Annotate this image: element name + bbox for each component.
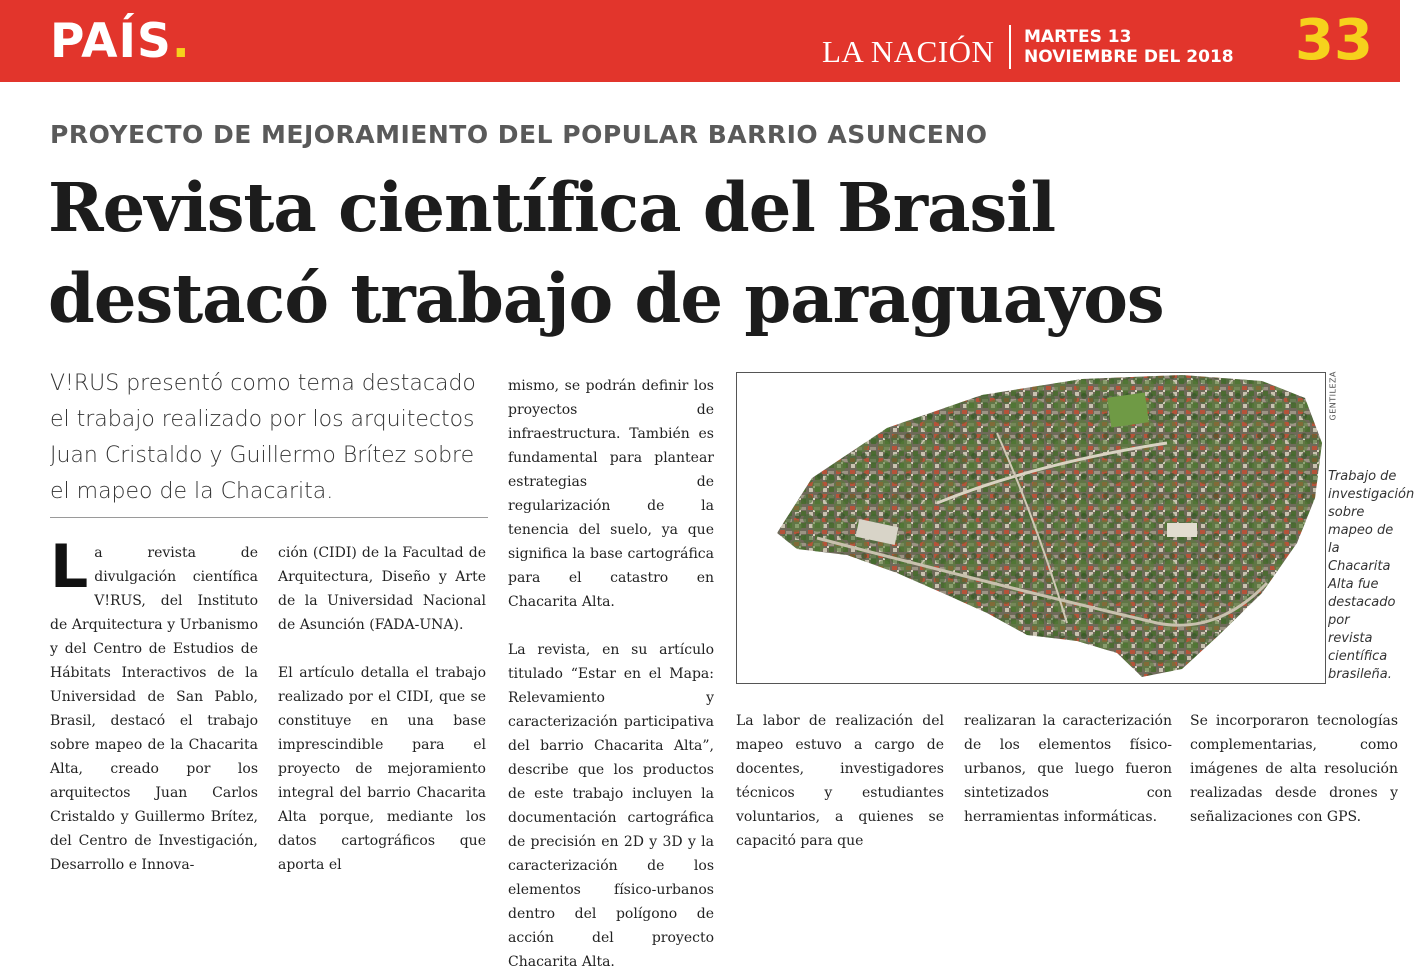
body-paragraph: mismo, se podrán definir los proyectos de infraestructura. También es fundamental para plantear estrategias de regularización de la tenencia del suelo, ya que significa la base cartográfica para el catastro en Chacarita Alta.: [508, 378, 714, 610]
aerial-map-image: [737, 373, 1325, 683]
body-paragraph: El artículo detalla el trabajo realizado por el CIDI, que se constituye en una base imprescindible para el proyecto de mejoramiento integral del barrio Chacarita Alta porque, mediante los datos cartográficos que aporta el: [278, 665, 486, 873]
body-column-6: [1190, 709, 1398, 829]
body-paragraph: realizaran la caracterización de los elementos físico-urbanos, que luego fueron sintetizados con herramientas informáticas.: [964, 713, 1172, 825]
headline-line-2: destacó trabajo de paraguayos: [48, 259, 1164, 338]
issue-date-day: MARTES 13: [1024, 27, 1132, 47]
page-number: 33: [1295, 8, 1373, 73]
headline-line-1: Revista científica del Brasil: [48, 168, 1056, 247]
body-paragraph: Se incorporaron tecnologías complementarias, como imágenes de alta resolución realizadas desde drones y señalizaciones con GPS.: [1190, 713, 1398, 825]
aerial-map-photo: [736, 372, 1326, 684]
body-column-3: [508, 374, 714, 974]
photo-credit-text: GENTILEZA: [1328, 371, 1338, 421]
section-dot: .: [171, 14, 191, 69]
body-column-5: [964, 709, 1172, 829]
body-paragraph: La labor de realización del mapeo estuvo a cargo de docentes, investigadores técnicos y estudiantes voluntarios, a quienes se capacitó para que: [736, 713, 944, 849]
photo-credit: [1326, 371, 1340, 423]
photo-caption: Trabajo de investigación sobre mapeo de la Chacarita Alta fue destacado por revista científica brasileña.: [1328, 469, 1414, 682]
newspaper-masthead: LA NACIÓN: [822, 34, 995, 69]
article-kicker: PROYECTO DE MEJORAMIENTO DEL POPULAR BARRIO ASUNCENO: [50, 120, 988, 149]
deck-divider: [50, 517, 488, 518]
section-name: [50, 12, 191, 72]
section-header-bar: [0, 0, 1400, 82]
body-column-1: [50, 532, 258, 877]
section-label: PAÍS: [50, 14, 172, 69]
body-paragraph: ción (CIDI) de la Facultad de Arquitectura, Diseño y Arte de la Universidad Nacional de Asunción (FADA-UNA).: [278, 545, 486, 633]
article-deck: V!RUS presentó como tema destacado el trabajo realizado por los arquitectos Juan Cristaldo y Guillermo Brítez sobre el mapeo de la Chacarita.: [50, 371, 476, 504]
article-headline: [48, 162, 1348, 344]
masthead-divider: [1009, 25, 1011, 69]
body-column-4: [736, 709, 944, 853]
issue-date: [1024, 27, 1234, 67]
body-column-2: [278, 541, 486, 877]
body-paragraph: La revista, en su artículo titulado “Estar en el Mapa: Relevamiento y caracterización participativa del barrio Chacarita Alta”, describe que los productos de este trabajo incluyen la documentación cartográfica de precisión en 2D y 3D y la caracterización de los elementos físico-urbanos dentro del polígono de acción del proyecto Chacarita Alta.: [508, 642, 714, 970]
issue-date-month-year: NOVIEMBRE DEL 2018: [1024, 47, 1234, 67]
body-paragraph: a revista de divulgación científica V!RUS, del Instituto de Arquitectura y Urbanismo y del Centro de Estudios de Hábitats Interactivos de la Universidad de San Pablo, Brasil, destacó el trabajo sobre mapeo de la Chacarita Alta, creado por los arquitectos Juan Carlos Cristaldo y Guillermo Brítez, del Centro de Investigación, Desarrollo e Innova-: [50, 545, 258, 873]
drop-cap: L: [50, 532, 89, 602]
